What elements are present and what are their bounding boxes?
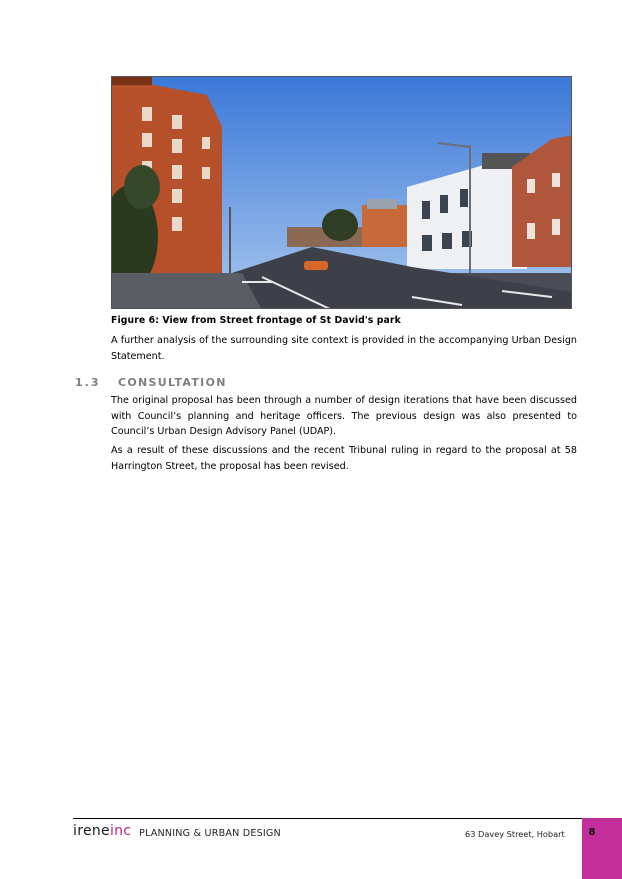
footer-tagline: PLANNING & URBAN DESIGN bbox=[139, 828, 281, 839]
paragraph-site-context: A further analysis of the surrounding site context is provided in the accompanying Urban Design Statement. bbox=[111, 335, 577, 362]
figure-caption: Figure 6: View from Street frontage of St David's park bbox=[111, 315, 401, 326]
section-number: 1.3 bbox=[75, 376, 101, 389]
paragraph-original-proposal: The original proposal has been through a number of design iterations that have been discussed with Council’s planning and heritage officers. The previous design was also presented to Council’s Urban Design Advisory Panel (UDAP). bbox=[111, 395, 577, 437]
section-title: CONSULTATION bbox=[118, 376, 227, 389]
logo-irene: irene bbox=[73, 823, 110, 839]
page-number: 8 bbox=[588, 827, 596, 838]
street-view-photo bbox=[111, 76, 572, 309]
logo-inc: inc bbox=[109, 823, 132, 839]
paragraph-revision: As a result of these discussions and the recent Tribunal ruling in regard to the proposal at 58 Harrington Street, the proposal has been revised. bbox=[111, 445, 577, 472]
footer-divider bbox=[73, 818, 582, 819]
footer-address: 63 Davey Street, Hobart bbox=[465, 829, 565, 839]
company-logo bbox=[73, 823, 131, 839]
